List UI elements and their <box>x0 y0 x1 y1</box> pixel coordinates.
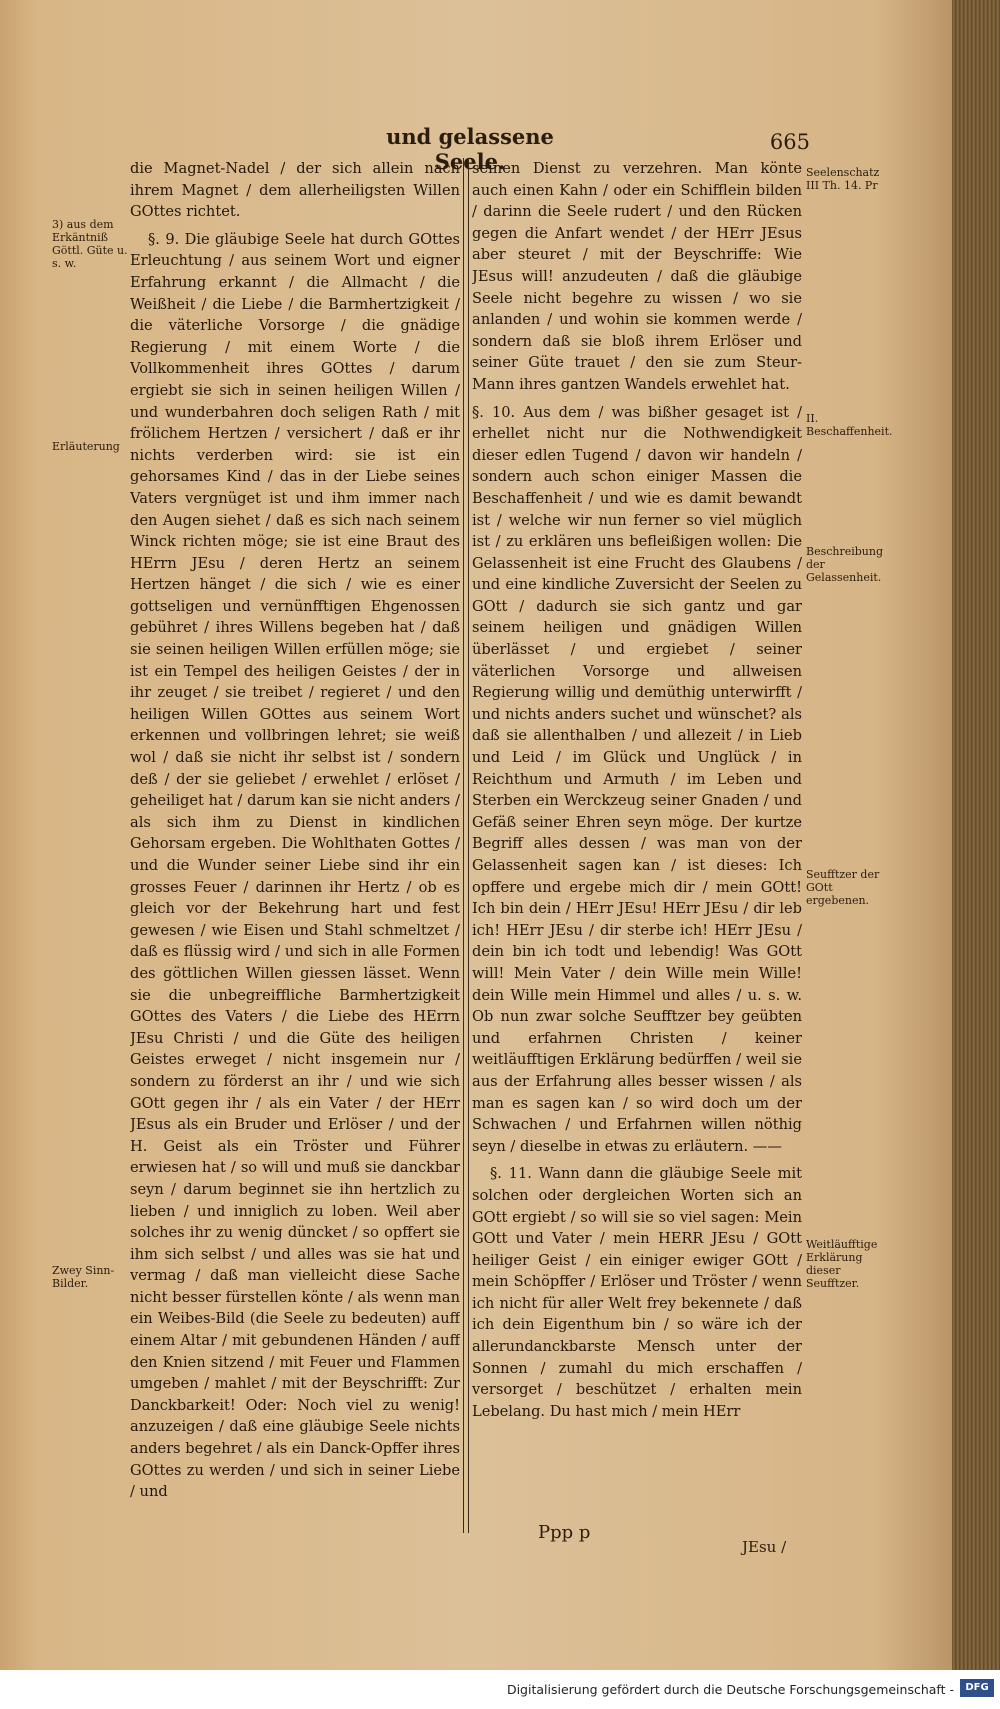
right-column-paragraph: §. 10. Aus dem / was bißher gesaget ist / erhellet nicht nur die Nothwendigkeit dieser edlen Tugend / davon wir handeln / sondern auch schon einiger Massen die Beschaffenheit / und wie es damit bewandt ist / welche wir nun ferner so viel müglich ist / zu erklären uns befleißigen wollen: Die Gelassenheit ist eine Frucht des Glaubens / und eine kindliche Zuversicht der Seelen zu GOtt / dadurch sie sich gantz und gar seinem heiligen und gnädigen Willen überlässet / und ergiebet / seiner väterlichen Vorsorge und allweisen Regierung willig und demüthig unterwirfft / und nichts anders suchet und wünschet? als daß sie allenthalben / und allezeit / in Lieb und Leid / im Glück und Unglück / in Reichthum und Armuth / im Leben und Sterben ein Werckzeug seiner Gnaden / und Gefäß seiner Ehren seyn möge. Der kurtze Begriff alles dessen / was man von der Gelassenheit sagen kan / ist dieses: Ich opffere und ergebe mich dir / mein GOtt! Ich bin dein / HErr JEsu! HErr JEsu / dir leb ich! HErr JEsu / dir sterbe ich! HErr JEsu / dein bin ich todt und lebendig! Was GOtt will! Mein Vater / dein Wille mein Wille! dein Wille mein Himmel und alles / u. s. w. Ob nun zwar solche Seufftzer bey geübten und erfahrnen Christen / keiner weitläufftigen Erklärung bedürffen / weil sie aus der Erfahrung alles besser wissen / als man es sagen kan / so wird doch um der Schwachen / und Erfahrnen willen nöthig seyn / dieselbe in etwas zu erläutern. —— <box>472 403 802 1155</box>
running-title: und gelassene Seele. <box>386 124 554 174</box>
page-edge <box>952 0 1000 1670</box>
right-column-paragraph: seinen Dienst zu verzehren. Man könte auch einen Kahn / oder ein Schifflein bilden / darinn die Seele rudert / und den Rücken gegen die Anfart wendet / der HErr JEsus aber steuret / mit der Beyschriffe: Wie JEsus will! anzudeuten / daß die gläubige Seele nicht begehre zu wissen / wo sie anlanden / und wohin sie kommen werde / sondern daß sie bloß ihrem Erlöser und seiner Güte trauet / den sie zum Steur-Mann ihres gantzen Wandels erwehlet hat. <box>472 160 802 393</box>
margin-note: Seelenschatz III Th. 14. Pr <box>806 166 880 192</box>
page-number: 665 <box>769 130 810 154</box>
left-column-paragraph: §. 9. Die gläubige Seele hat durch GOttes Erleuchtung / aus seinem Wort und eigner Erfahrung erkannt / die Allmacht / die Weißheit / die Liebe / die Barmhertzigkeit / die väterliche Vorsorge / die gnädige Regierung / mit einem Worte / die Vollkommenheit ihres GOttes / darum ergiebt sie sich in seinen heiligen Willen / und wunderbahren doch seligen Rath / mit frölichem Hertzen / versichert / daß er ihr nichts verderben wird: sie ist ein gehorsames Kind / das in der Liebe seines Vaters vergnüget ist und ihm immer nach den Augen siehet / daß es sich nach seinem Winck richten möge; sie ist eine Braut des HErrn JEsu / deren Hertz an seinem Hertzen hänget / die sich / wie es einer gottseligen und vernünfftigen Ehgenossen gebühret / ihres Willens begeben hat / daß sie seinen heiligen Willen erfüllen möge; sie ist ein Tempel des heiligen Geistes / der in ihr zeuget / sie treibet / regieret / und den heiligen Willen GOttes aus seinem Wort erkennen und vollbringen lehret; sie weiß wol / daß sie nicht ihr selbst ist / sondern deß / der sie geliebet / erwehlet / erlöset / geheiliget hat / darum kan sie nicht anders / als sich ihm zu Dienst in kindlichen Gehorsam ergeben. Die Wohlthaten Gottes / und die Wunder seiner Liebe sind ihr ein grosses Feuer / darinnen ihr Hertz / ob es gleich vor der Bekehrung hart und fest gewesen / wie Eisen und Stahl schmeltzet / daß es flüssig wird / und sich in alle Formen des göttlichen Willen giessen lässet. Wenn sie die unbegreiffliche Barmhertzigkeit GOttes des Vaters / die Liebe des HErrn JEsu Christi / und die Güte des heiligen Geistes erweget / nicht insgemein nur / sondern zu förderst an ihr / und wie sich GOtt gegen ihr / als ein Vater / der HErr JEsus als ein Bruder und Erlöser / und der H. Geist als ein Tröster und Führer erwiesen hat / so will und muß sie danckbar seyn / darum beginnet sie ihn hertzlich zu lieben / und inniglich zu loben. Weil aber solches ihr zu wenig düncket / so opffert sie ihm sich selbst / und alles was sie hat und vermag / daß man vielleicht diese Sache nicht besser fürstellen könte / als wenn man ein Weibes-Bild (die Seele zu bedeuten) auff einem Altar / mit gebundenen Händen / auff den Knien sitzend / mit Feuer und Flammen umgeben / mahlet / mit der Beyschrifft: Zur Danckbarkeit! Oder: Noch viel zu wenig! anzuzeigen / daß eine gläubige Seele nichts anders begehret / als ein Danck-Opffer ihres GOttes zu werden / und sich in seiner Liebe / und <box>130 230 460 1501</box>
right-text-column <box>472 158 802 1548</box>
footer-credit: Digitalisierung gefördert durch die Deutsche Forschungsgemeinschaft - <box>506 1682 954 1697</box>
column-divider <box>463 158 469 1533</box>
margin-note: Seufftzer der GOtt ergebenen. <box>806 868 880 907</box>
left-text-column <box>130 158 460 1548</box>
margin-note: Beschreibung der Gelassenheit. <box>806 545 884 584</box>
right-column-paragraph: §. 11. Wann dann die gläubige Seele mit solchen oder dergleichen Worten sich an GOtt ergiebt / so will sie so viel sagen: Mein GOtt und Vater / mein HERR JEsu / GOtt heiliger Geist / ein einiger ewiger GOtt / mein Schöpffer / Erlöser und Tröster / wenn ich nicht für aller Welt frey bekennete / daß ich dein Eigenthum bin / so wäre ich der allerundanckbarste Mensch unter der Sonnen / zumahl du mich erschaffen / versorget / beschützet / erhalten mein Lebelang. Du hast mich / mein HErr <box>472 1165 802 1420</box>
margin-note: Zwey Sinn-Bilder. <box>52 1264 115 1290</box>
margin-note: II. Beschaffenheit. <box>806 412 893 438</box>
footer-bar <box>0 1670 1000 1709</box>
catchword: JEsu / <box>742 1538 787 1556</box>
signature-mark: Ppp p <box>538 1522 591 1543</box>
margin-note: Weitläufftige Erklärung dieser Seufftzer. <box>806 1238 878 1290</box>
dfg-logo-icon: DFG <box>960 1679 994 1697</box>
margin-note: Erläuterung <box>52 440 120 453</box>
margin-note: 3) aus dem Erkäntniß Göttl. Güte u. s. w. <box>52 218 128 270</box>
left-column-paragraph: die Magnet-Nadel / der sich allein nach ihrem Magnet / dem allerheiligsten Willen GOttes richtet. <box>130 160 460 221</box>
